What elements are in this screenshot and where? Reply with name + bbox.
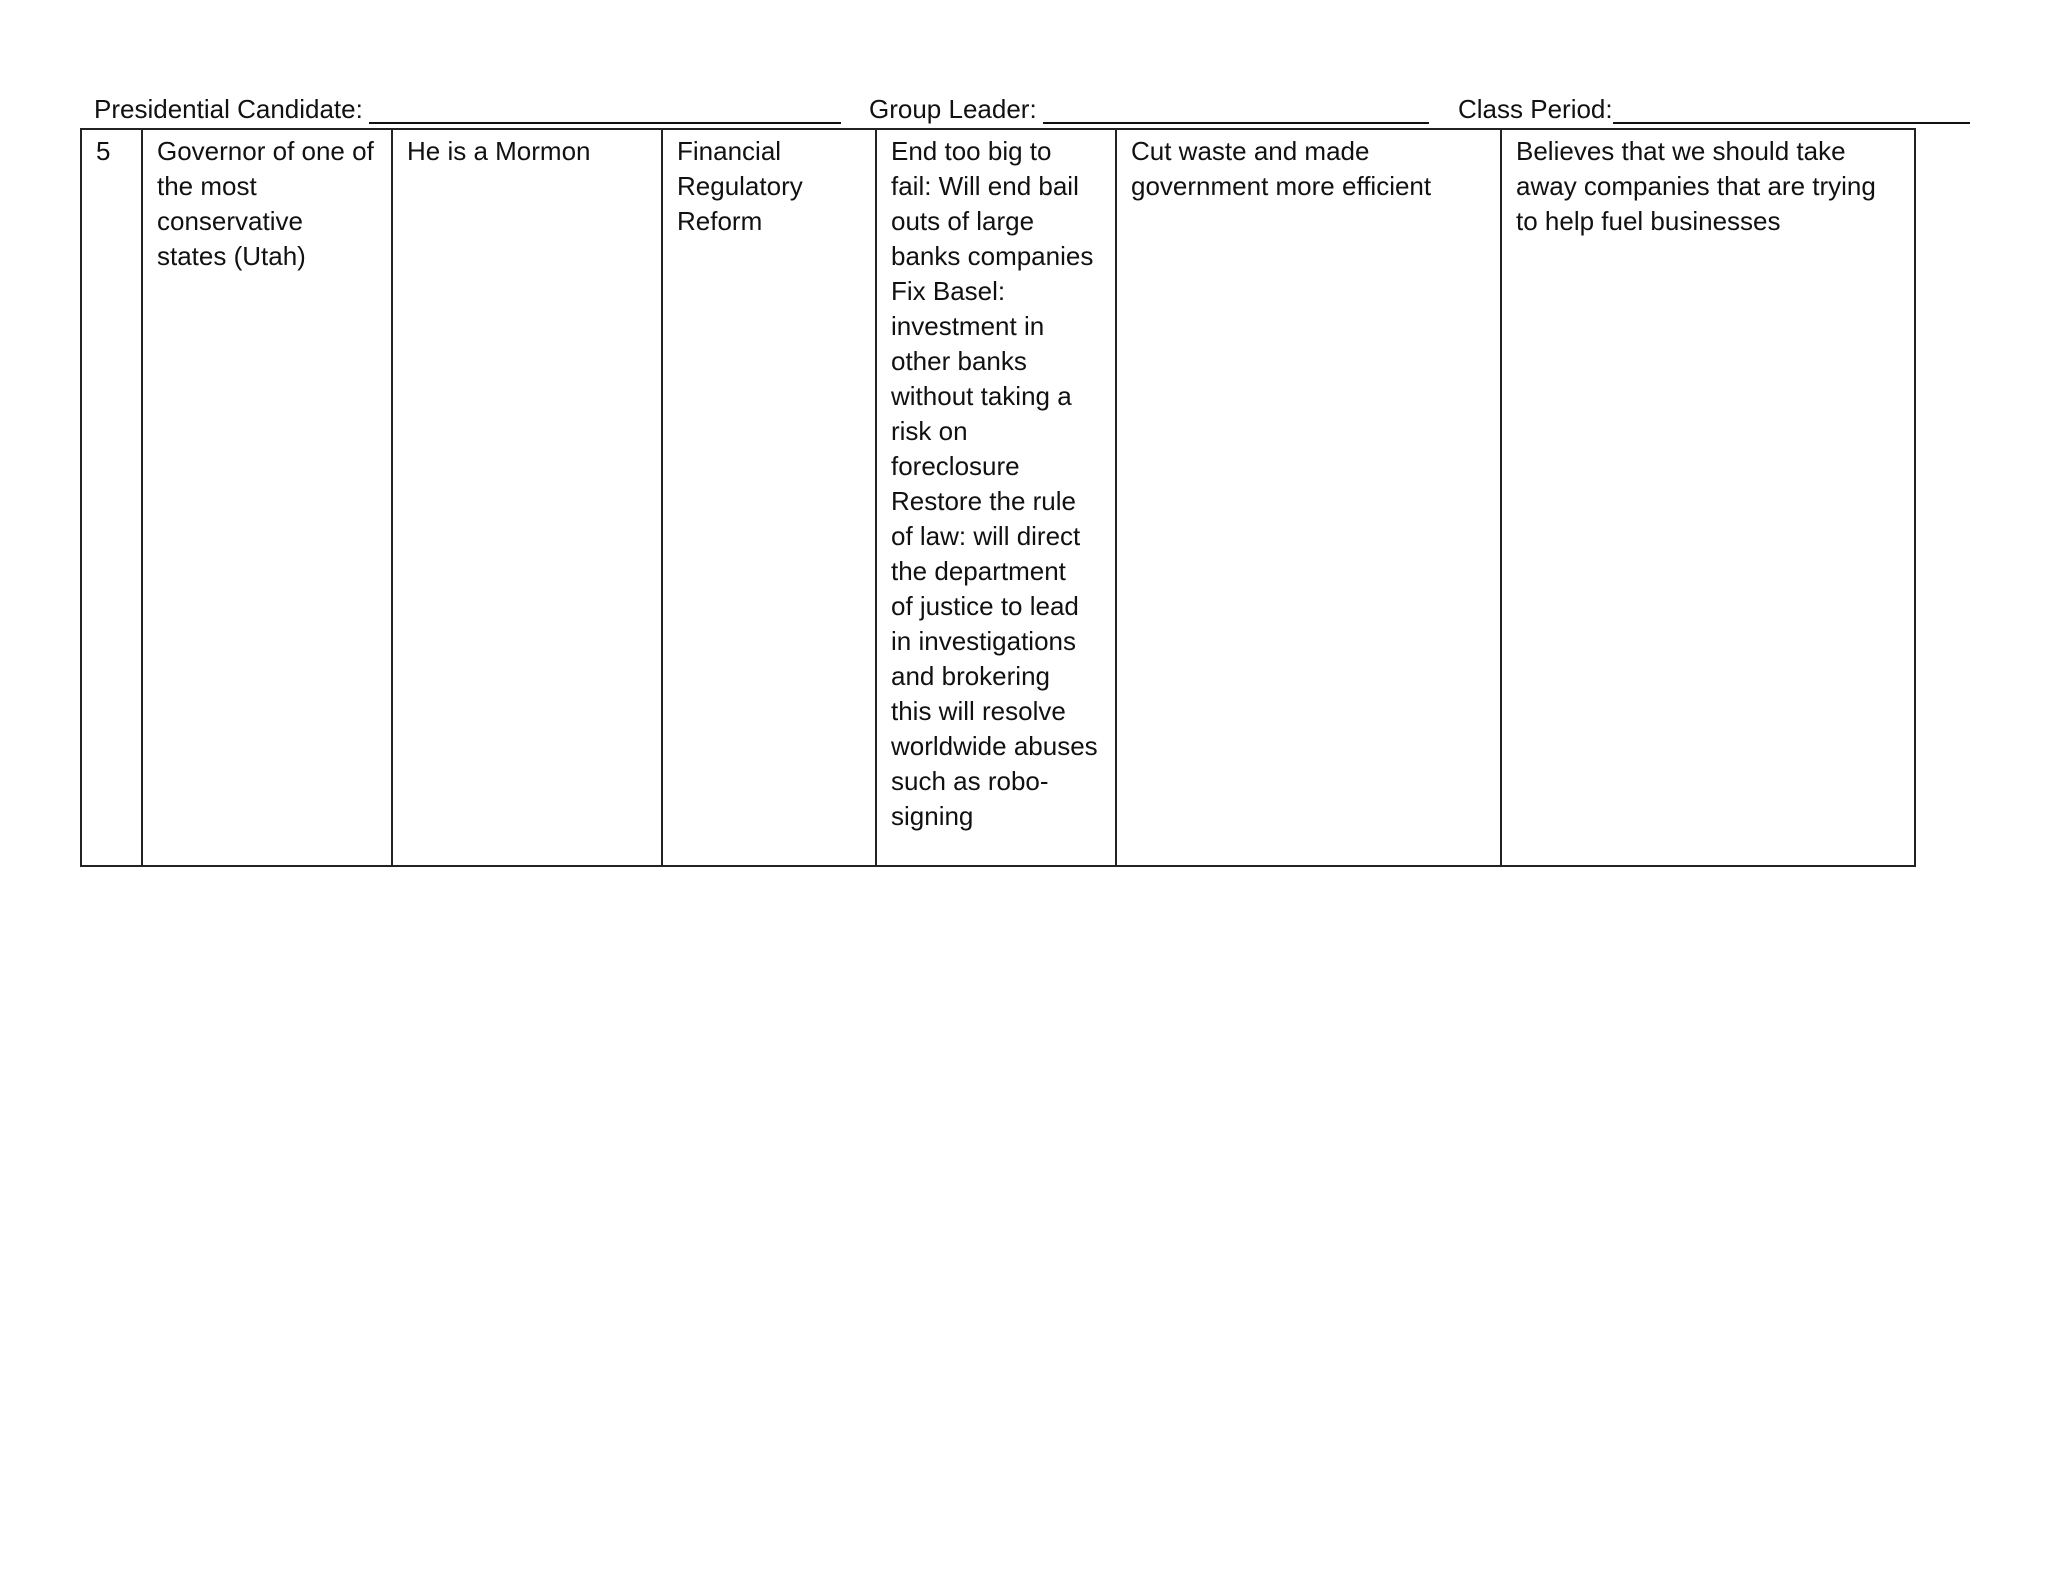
candidate-blank[interactable] bbox=[369, 95, 841, 124]
plan-line: Fix Basel: bbox=[891, 276, 1006, 306]
plan-line: Restore the rule bbox=[891, 486, 1076, 516]
plan-line: of justice to lead bbox=[891, 591, 1079, 621]
worksheet-header bbox=[94, 94, 1974, 130]
plan-line: outs of large bbox=[891, 206, 1035, 236]
candidate-label: Presidential Candidate: bbox=[94, 94, 363, 124]
class-period-label: Class Period: bbox=[1458, 94, 1613, 124]
table-row bbox=[81, 129, 1915, 866]
plan-cell bbox=[876, 129, 1116, 866]
class-period-blank[interactable] bbox=[1613, 95, 1970, 124]
plan-line: investment in bbox=[891, 311, 1045, 341]
plan-line: such as robo- bbox=[891, 766, 1049, 796]
plan-line: banks companies bbox=[891, 241, 1094, 271]
plan-line: without taking a bbox=[891, 381, 1072, 411]
class-period-field bbox=[1458, 94, 1970, 124]
row-number-cell: 5 bbox=[81, 129, 142, 866]
plan-line: of law: will direct bbox=[891, 521, 1081, 551]
plan-line: the department bbox=[891, 556, 1066, 586]
plan-line: in investigations bbox=[891, 626, 1076, 656]
issue-cell: Financial Regulatory Reform bbox=[662, 129, 876, 866]
plan-line: End too big to bbox=[891, 136, 1052, 166]
plan-line: foreclosure bbox=[891, 451, 1020, 481]
plan-line: other banks bbox=[891, 346, 1027, 376]
group-leader-field bbox=[869, 94, 1429, 124]
opinion-cell: Believes that we should take away companies that are trying to help fuel businesses bbox=[1501, 129, 1915, 866]
worksheet-table bbox=[80, 128, 1916, 867]
plan-line: risk on bbox=[891, 416, 968, 446]
group-leader-blank[interactable] bbox=[1043, 95, 1429, 124]
accomplishment-cell: Cut waste and made government more efficient bbox=[1116, 129, 1501, 866]
background-cell: Governor of one of the most conservative states (Utah) bbox=[142, 129, 392, 866]
plan-line: fail: Will end bail bbox=[891, 171, 1079, 201]
plan-line: worldwide abuses bbox=[891, 731, 1098, 761]
plan-line: this will resolve bbox=[891, 696, 1066, 726]
plan-line: signing bbox=[891, 801, 974, 831]
plan-line: and brokering bbox=[891, 661, 1050, 691]
personal-info-cell: He is a Mormon bbox=[392, 129, 662, 866]
group-leader-label: Group Leader: bbox=[869, 94, 1037, 124]
candidate-field bbox=[94, 94, 841, 124]
